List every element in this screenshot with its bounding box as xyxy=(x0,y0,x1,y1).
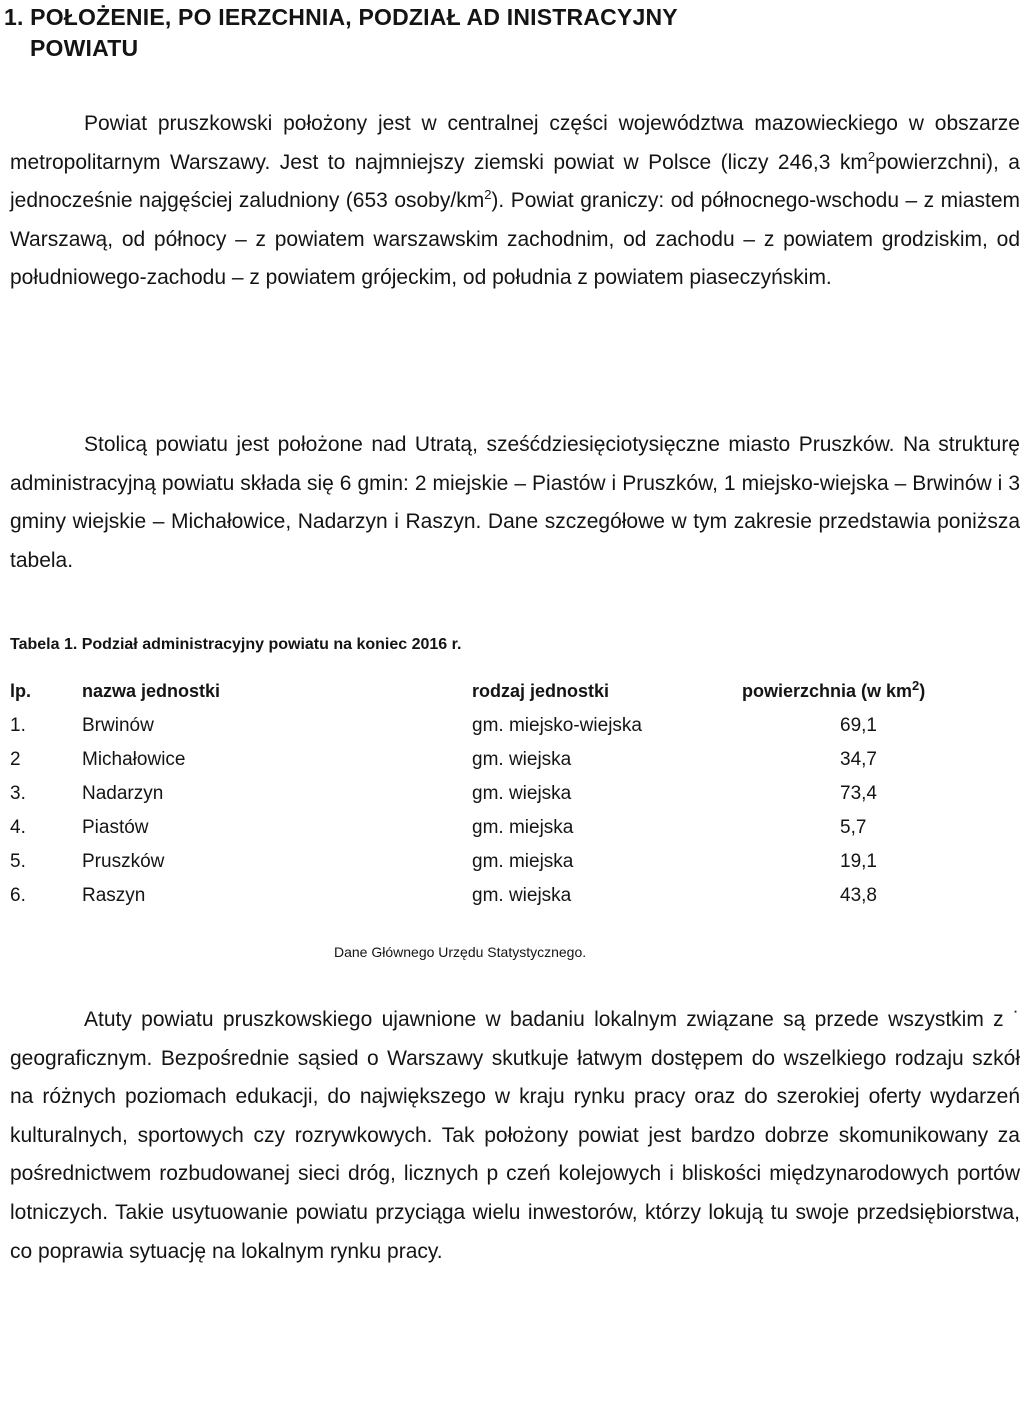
cell-name: Brwinów xyxy=(82,715,154,736)
cell-area: 73,4 xyxy=(840,783,877,804)
cell-type: gm. wiejska xyxy=(472,749,572,770)
cell-lp: 6. xyxy=(10,885,26,906)
section-heading-line2: POWIATU xyxy=(30,35,139,61)
cell-type: gm. miejska xyxy=(472,851,574,872)
cell-type: gm. miejsko-wiejska xyxy=(472,715,642,736)
table-source-note: Dane Głównego Urzędu Statystycznego. xyxy=(334,944,587,960)
table-row xyxy=(10,879,1010,913)
section-heading xyxy=(4,2,678,64)
outro-paragraph xyxy=(10,1001,1020,1271)
intro-p1-text: Powiat pruszkowski położony jest w centralnej części województwa mazowieckiego w obszarze metropolitarnym Warszawy. Jest to najmniejszy ziemski powiat w Polsce (liczy 246,3 km xyxy=(10,112,1020,174)
intro-paragraph-1 xyxy=(10,105,1020,298)
table-row xyxy=(10,709,1010,743)
cell-lp: 4. xyxy=(10,817,26,838)
header-type: rodzaj jednostki xyxy=(472,680,610,701)
cell-name: Piastów xyxy=(82,817,149,838)
cell-lp: 2 xyxy=(10,749,21,770)
cell-area: 5,7 xyxy=(840,817,867,838)
cell-type: gm. wiejska xyxy=(472,783,572,804)
intro-paragraph-2 xyxy=(10,426,1020,580)
table-header-row xyxy=(10,673,1010,709)
cell-area: 69,1 xyxy=(840,715,877,736)
cell-area: 43,8 xyxy=(840,885,877,906)
cell-name: Raszyn xyxy=(82,885,146,906)
cell-type: gm. miejska xyxy=(472,817,574,838)
cell-area: 34,7 xyxy=(840,749,877,770)
cell-name: Michałowice xyxy=(82,749,186,770)
intro-p2-text: Stolicą powiatu jest położone nad Utratą, sześćdziesięciotysięczne miasto Pruszków. Na strukturę administracyjną powiatu składa się 6 gmin: 2 miejskie – Piastów i Pruszków, 1 miejsko-wiejska – Brwinów i 3 gminy wiejskie – Michałowice, Nadarzyn i Raszyn. Dane szczegółowe w tym zakresie przedstawia poniższa tabela. xyxy=(10,433,1020,572)
table-row xyxy=(10,845,1010,879)
cell-lp: 5. xyxy=(10,851,26,872)
header-area: powierzchnia (w $km^2$) xyxy=(742,677,926,701)
km2-superscript: 2 xyxy=(867,148,876,164)
cell-type: gm. wiejska xyxy=(472,885,572,906)
cell-name: Nadarzyn xyxy=(82,783,164,804)
cell-lp: 3. xyxy=(10,783,26,804)
header-name: nazwa jednostki xyxy=(82,680,221,701)
table-row xyxy=(10,777,1010,811)
km2-superscript: 2 xyxy=(484,187,492,203)
administrative-division-table xyxy=(10,673,1010,913)
table-caption: Tabela 1. Podział administracyjny powiatu na koniec 2016 r. xyxy=(10,636,462,653)
section-heading-line1: 1. POŁOŻENIE, PO IERZCHNIA, PODZIAŁ AD INISTRACYJNY xyxy=(4,4,678,30)
table-row xyxy=(10,811,1010,845)
cell-lp: 1. xyxy=(10,715,26,736)
table-row xyxy=(10,743,1010,777)
intro-p1-text3: ). Powiat graniczy: od północnego-wschodu – z miastem Warszawą, od północy – z powiatem warszawskim zachodnim, od zachodu – z powiatem grodziskim, od południowego-zachodu – z powiatem grójeckim, od południa z powiatem piaseczyńskim. xyxy=(10,189,1020,290)
cell-name: Pruszków xyxy=(82,851,165,872)
cell-area: 19,1 xyxy=(840,851,877,872)
header-lp: lp. xyxy=(10,680,31,701)
intro-p1-text2: powierzchni), a jednocześnie najgęściej zaludniony (653 osoby/km xyxy=(10,150,1020,213)
outro-p3-text: Atuty powiatu pruszkowskiego ujawnione w badaniu lokalnym związane są przede wszystkim z ˙ geograficznym. Bezpośrednie sąsied o Warszawy skutkuje łatwym dostępem do wszelkiego rodzaju szkół na różnych poziomach edukacji, do największego w kraju rynku pracy oraz do szerokiej oferty wydarzeń kulturalnych, sportowych czy rozrywkowych. Tak położony powiat jest bardzo dobrze skomunikowany za pośrednictwem rozbudowanej sieci dróg, licznych p czeń kolejowych i bliskości międzynarodowych portów lotniczych. Takie usytuowanie powiatu przyciąga wielu inwestorów, którzy lokują tu swoje przedsiębiorstwa, co poprawia sytuację na lokalnym rynku pracy. xyxy=(10,1008,1020,1263)
